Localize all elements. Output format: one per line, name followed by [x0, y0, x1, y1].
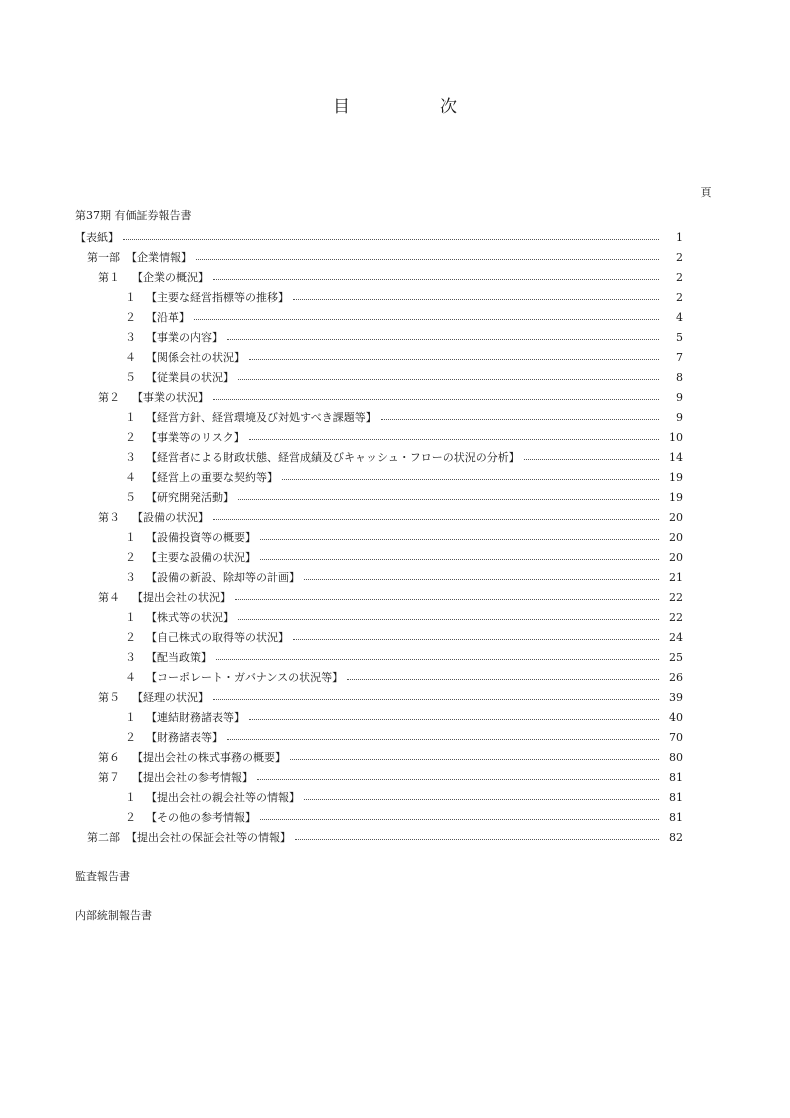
toc-entry-page: 25	[669, 650, 683, 664]
toc-entry[interactable]	[0, 527, 790, 547]
toc-entry[interactable]	[0, 827, 790, 847]
toc-entry-number: 第１	[98, 271, 120, 284]
toc-entry-number: ２	[125, 811, 136, 824]
toc-entry[interactable]	[0, 787, 790, 807]
toc-entry-page: 19	[669, 470, 683, 484]
toc-entry[interactable]	[0, 407, 790, 427]
toc-entry[interactable]	[0, 647, 790, 667]
toc-entry-number: １	[125, 411, 136, 424]
toc-entry-number: ５	[125, 371, 136, 384]
toc-entry-number: １	[125, 611, 136, 624]
toc-entry-number: 第４	[98, 591, 120, 604]
toc-entry-number: ５	[125, 491, 136, 504]
toc-entry-page: 4	[676, 310, 683, 324]
toc-dot-leader	[293, 638, 659, 640]
toc-entry-page: 22	[669, 610, 683, 624]
toc-entry-page: 22	[669, 590, 683, 604]
toc-dot-leader	[381, 418, 659, 420]
toc-entry-number: １	[125, 531, 136, 544]
toc-entry-page: 20	[669, 510, 683, 524]
internal-control-report-link[interactable]: 内部統制報告書	[75, 909, 152, 922]
toc-entry-number: ３	[125, 571, 136, 584]
toc-entry-page: 20	[669, 550, 683, 564]
toc-dot-leader	[293, 298, 659, 300]
toc-entry-number: ２	[125, 311, 136, 324]
toc-entry-number: １	[125, 791, 136, 804]
toc-entry-label: 【主要な設備の状況】	[146, 551, 256, 564]
toc-entry-number: ４	[125, 351, 136, 364]
toc-entry-label: 【経営上の重要な契約等】	[146, 471, 278, 484]
toc-entry[interactable]	[0, 587, 790, 607]
page-title	[0, 92, 790, 117]
toc-entry-page: 81	[669, 790, 683, 804]
toc-entry-page: 24	[669, 630, 683, 644]
toc-entry[interactable]	[0, 627, 790, 647]
toc-dot-leader	[295, 838, 659, 840]
toc-entry-number: 第７	[98, 771, 120, 784]
table-of-contents	[0, 227, 790, 847]
toc-dot-leader	[238, 498, 659, 500]
toc-entry-number: 第一部	[87, 251, 120, 264]
toc-entry-page: 21	[669, 570, 683, 584]
toc-entry-number: １	[125, 711, 136, 724]
toc-dot-leader	[123, 238, 659, 240]
toc-entry-label: 【事業の内容】	[146, 331, 223, 344]
toc-entry[interactable]	[0, 447, 790, 467]
toc-dot-leader	[238, 618, 659, 620]
toc-dot-leader	[216, 658, 659, 660]
toc-entry[interactable]	[0, 767, 790, 787]
toc-entry-label: 【その他の参考情報】	[146, 811, 256, 824]
title-char-right: 次	[440, 97, 457, 117]
toc-dot-leader	[213, 698, 659, 700]
toc-entry-number: ３	[125, 451, 136, 464]
toc-entry-page: 81	[669, 770, 683, 784]
toc-entry[interactable]	[0, 387, 790, 407]
toc-entry-number: ３	[125, 651, 136, 664]
toc-dot-leader	[260, 538, 659, 540]
toc-entry[interactable]	[0, 807, 790, 827]
toc-entry-label: 【設備投資等の概要】	[146, 531, 256, 544]
toc-entry-label: 【経営者による財政状態、経営成績及びキャッシュ・フローの状況の分析】	[146, 451, 520, 464]
toc-entry-number: 第５	[98, 691, 120, 704]
document-subtitle: 第37期 有価証券報告書	[75, 209, 192, 222]
toc-entry-label: 【事業等のリスク】	[146, 431, 245, 444]
toc-dot-leader	[304, 798, 659, 800]
toc-entry-number: 第２	[98, 391, 120, 404]
toc-entry[interactable]	[0, 267, 790, 287]
toc-entry-page: 9	[676, 390, 683, 404]
toc-entry[interactable]	[0, 547, 790, 567]
toc-entry-number: １	[125, 291, 136, 304]
toc-entry-label: 【設備の状況】	[132, 511, 209, 524]
toc-entry-number: ２	[125, 431, 136, 444]
toc-entry-label: 【提出会社の参考情報】	[132, 771, 253, 784]
toc-dot-leader	[213, 518, 659, 520]
toc-entry-page: 7	[676, 350, 683, 364]
toc-entry-label: 【研究開発活動】	[146, 491, 234, 504]
toc-entry-page: 1	[676, 230, 683, 244]
toc-dot-leader	[227, 738, 659, 740]
toc-entry-label: 【沿革】	[146, 311, 190, 324]
toc-entry[interactable]	[0, 227, 790, 247]
toc-entry[interactable]	[0, 707, 790, 727]
toc-entry-page: 10	[669, 430, 683, 444]
toc-entry[interactable]	[0, 327, 790, 347]
toc-entry-number: ４	[125, 671, 136, 684]
toc-dot-leader	[524, 458, 659, 460]
toc-entry-page: 2	[676, 270, 683, 284]
toc-entry-page: 14	[669, 450, 683, 464]
toc-entry-label: 【提出会社の株式事務の概要】	[132, 751, 286, 764]
toc-dot-leader	[290, 758, 659, 760]
toc-entry-number: 第６	[98, 751, 120, 764]
toc-dot-leader	[282, 478, 659, 480]
toc-entry-label: 【表紙】	[75, 231, 119, 244]
toc-entry[interactable]	[0, 347, 790, 367]
toc-dot-leader	[249, 438, 659, 440]
toc-entry-label: 【自己株式の取得等の状況】	[146, 631, 289, 644]
toc-entry-label: 【企業の概況】	[132, 271, 209, 284]
toc-dot-leader	[304, 578, 659, 580]
page-column-header: 頁	[700, 186, 712, 199]
toc-entry-label: 【提出会社の状況】	[132, 591, 231, 604]
toc-entry-label: 【連結財務諸表等】	[146, 711, 245, 724]
toc-entry-label: 【経理の状況】	[132, 691, 209, 704]
toc-dot-leader	[213, 398, 659, 400]
toc-entry-page: 26	[669, 670, 683, 684]
toc-entry-number: ３	[125, 331, 136, 344]
toc-entry-label: 【主要な経営指標等の推移】	[146, 291, 289, 304]
toc-entry-page: 20	[669, 530, 683, 544]
toc-entry[interactable]	[0, 567, 790, 587]
toc-entry-page: 2	[676, 290, 683, 304]
toc-entry-label: 【配当政策】	[146, 651, 212, 664]
toc-entry-number: ２	[125, 731, 136, 744]
toc-entry[interactable]	[0, 287, 790, 307]
toc-entry-number: ２	[125, 631, 136, 644]
toc-dot-leader	[238, 378, 659, 380]
toc-entry[interactable]	[0, 727, 790, 747]
toc-entry-page: 5	[676, 330, 683, 344]
toc-entry-label: 【設備の新設、除却等の計画】	[146, 571, 300, 584]
toc-dot-leader	[260, 818, 659, 820]
toc-entry-number: ４	[125, 471, 136, 484]
toc-dot-leader	[347, 678, 659, 680]
toc-dot-leader	[257, 778, 659, 780]
toc-dot-leader	[227, 338, 659, 340]
toc-entry-label: 【財務諸表等】	[146, 731, 223, 744]
toc-entry-page: 2	[676, 250, 683, 264]
toc-entry-number: 第二部	[87, 831, 120, 844]
toc-entry-page: 8	[676, 370, 683, 384]
toc-entry[interactable]	[0, 427, 790, 447]
toc-dot-leader	[196, 258, 659, 260]
toc-entry-page: 70	[669, 730, 683, 744]
toc-entry-page: 40	[669, 710, 683, 724]
toc-entry-page: 80	[669, 750, 683, 764]
toc-entry-label: 【従業員の状況】	[146, 371, 234, 384]
toc-dot-leader	[194, 318, 659, 320]
toc-entry-page: 19	[669, 490, 683, 504]
toc-entry-page: 81	[669, 810, 683, 824]
toc-entry[interactable]	[0, 507, 790, 527]
toc-entry[interactable]	[0, 607, 790, 627]
toc-entry[interactable]	[0, 367, 790, 387]
toc-entry[interactable]	[0, 747, 790, 767]
toc-entry-label: 【関係会社の状況】	[146, 351, 245, 364]
toc-dot-leader	[213, 278, 659, 280]
toc-entry-page: 9	[676, 410, 683, 424]
toc-entry[interactable]	[0, 667, 790, 687]
toc-dot-leader	[249, 718, 659, 720]
toc-entry[interactable]	[0, 487, 790, 507]
toc-dot-leader	[235, 598, 659, 600]
toc-entry-label: 【経営方針、経営環境及び対処すべき課題等】	[146, 411, 377, 424]
toc-entry-page: 39	[669, 690, 683, 704]
toc-entry-label: 【コーポレート・ガバナンスの状況等】	[146, 671, 344, 684]
audit-report-link[interactable]: 監査報告書	[75, 870, 130, 883]
toc-dot-leader	[260, 558, 659, 560]
toc-entry[interactable]	[0, 467, 790, 487]
toc-entry-label: 【提出会社の親会社等の情報】	[146, 791, 300, 804]
toc-entry-label: 【事業の状況】	[132, 391, 209, 404]
title-char-left: 目	[333, 97, 350, 117]
toc-entry-label: 【企業情報】	[126, 251, 192, 264]
toc-entry-number: ２	[125, 551, 136, 564]
toc-dot-leader	[249, 358, 659, 360]
toc-entry[interactable]	[0, 687, 790, 707]
toc-entry[interactable]	[0, 307, 790, 327]
toc-entry-label: 【株式等の状況】	[146, 611, 234, 624]
toc-entry-page: 82	[669, 830, 683, 844]
toc-entry-number: 第３	[98, 511, 120, 524]
toc-entry-label: 【提出会社の保証会社等の情報】	[126, 831, 291, 844]
toc-entry[interactable]	[0, 247, 790, 267]
